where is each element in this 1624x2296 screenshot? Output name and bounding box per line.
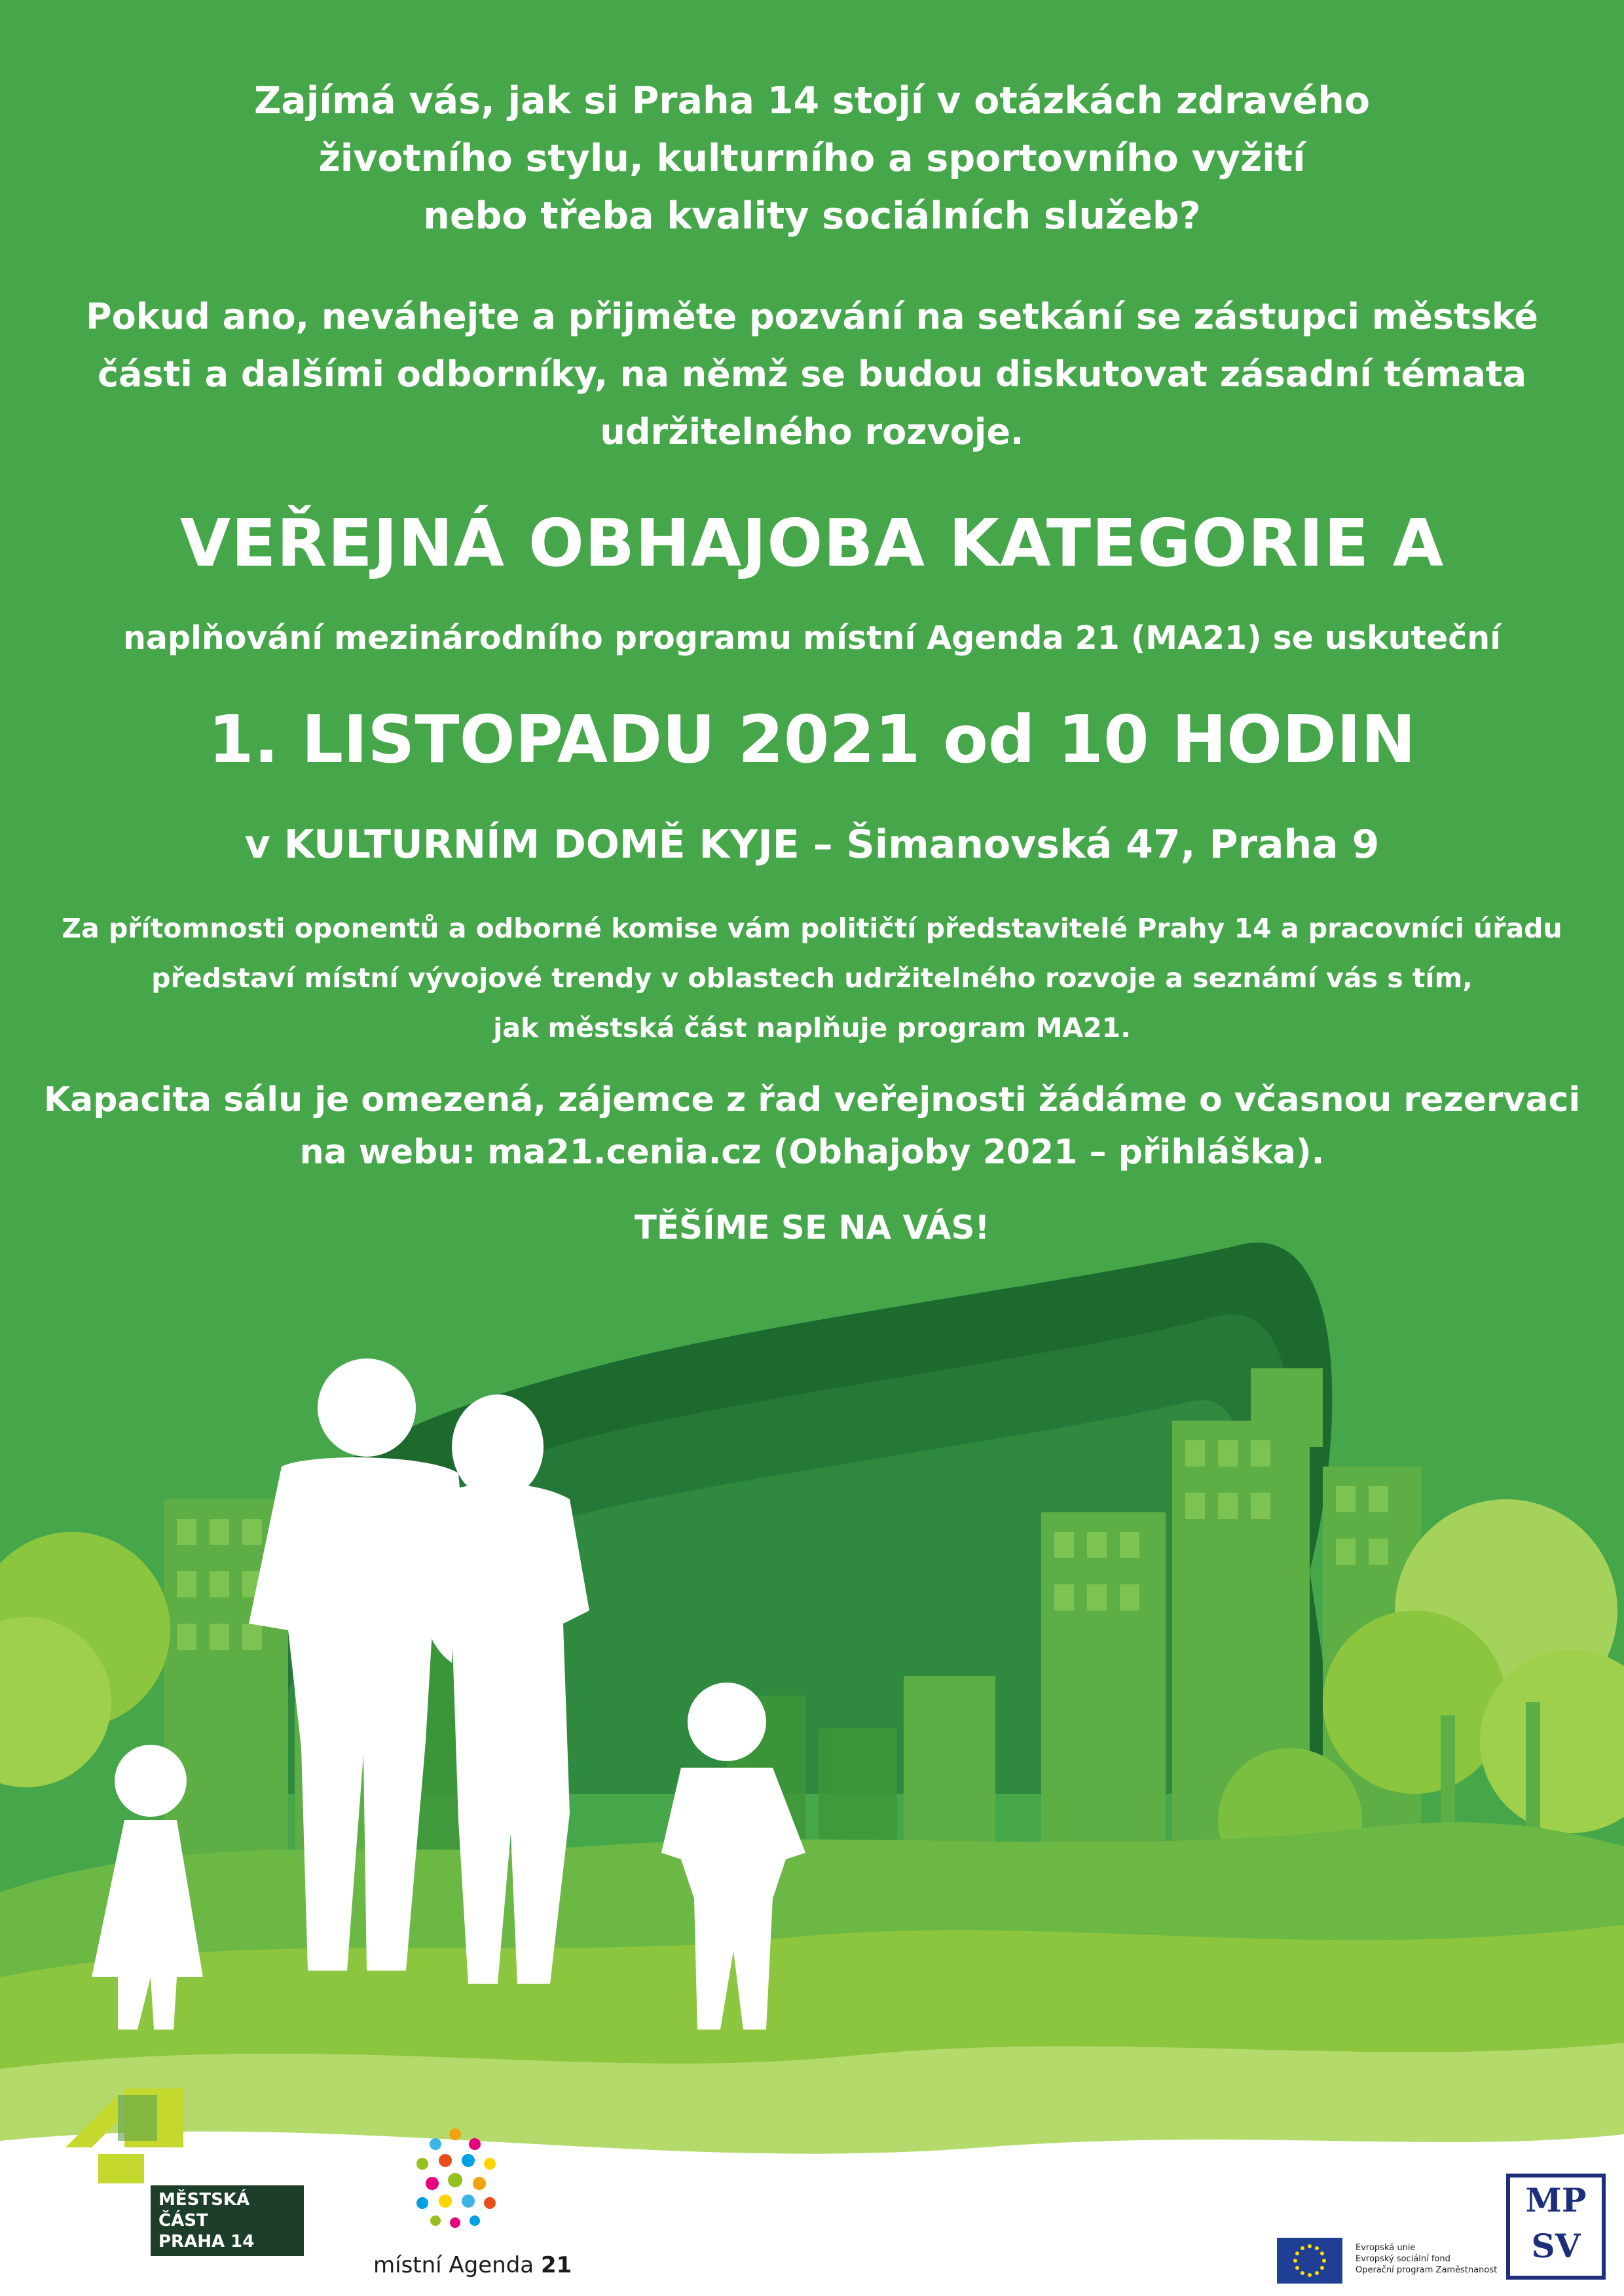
intro-line: životního stylu, kulturního a sportovního vyžití bbox=[318, 137, 1306, 180]
closing-text: TĚŠÍME SE NA VÁS! bbox=[634, 1209, 990, 1247]
praha14-logo-icon bbox=[59, 2082, 255, 2187]
praha14-line: PRAHA 14 bbox=[158, 2232, 255, 2251]
eu-flag-icon bbox=[1277, 2238, 1342, 2284]
ma21-text: místní Agenda bbox=[373, 2252, 534, 2278]
invitation-line: části a dalšími odborníky, na němž se budou diskutovat zásadní témata bbox=[97, 354, 1527, 395]
ma21-label bbox=[373, 2252, 572, 2278]
description-paragraph bbox=[0, 903, 1624, 1053]
invitation-line: udržitelného rozvoje. bbox=[600, 411, 1024, 452]
invitation-paragraph bbox=[0, 288, 1624, 461]
event-venue: v KULTURNÍM DOMĚ KYJE – Šimanovská 47, Praha 9 bbox=[244, 822, 1380, 867]
event-headline: VEŘEJNÁ OBHAJOBA KATEGORIE A bbox=[179, 505, 1445, 581]
mpsv-bottom: SV bbox=[1531, 2227, 1581, 2265]
event-date: 1. LISTOPADU 2021 od 10 HODIN bbox=[208, 701, 1416, 778]
mpsv-top: MP bbox=[1525, 2181, 1587, 2219]
capacity-line: Kapacita sálu je omezená, zájemce z řad veřejnosti žádáme o včasnou rezervaci bbox=[43, 1080, 1581, 1120]
intro-paragraph bbox=[0, 72, 1624, 245]
intro-line: Zajímá vás, jak si Praha 14 stojí v otázkách zdravého bbox=[253, 79, 1371, 122]
description-line: jak městská část naplňuje program MA21. bbox=[493, 1012, 1131, 1044]
eu-line: Evropský sociální fond bbox=[1356, 2254, 1450, 2264]
description-line: Za přítomnosti oponentů a odborné komise vám političtí představitelé Prahy 14 a pracovníci úřadu bbox=[62, 913, 1562, 944]
praha14-label bbox=[151, 2185, 304, 2256]
event-subheadline: naplňování mezinárodního programu místní Agenda 21 (MA21) se uskuteční bbox=[123, 619, 1501, 657]
capacity-paragraph bbox=[0, 1074, 1624, 1178]
ma21-dots-icon bbox=[406, 2121, 504, 2232]
eu-text bbox=[1356, 2242, 1497, 2276]
praha14-line: MĚSTSKÁ ČÁST bbox=[158, 2190, 250, 2231]
intro-line: nebo třeba kvality sociálních služeb? bbox=[423, 194, 1201, 238]
eu-line: Evropská unie bbox=[1356, 2243, 1416, 2253]
invitation-line: Pokud ano, neváhejte a přijměte pozvání na setkání se zástupci městské bbox=[86, 296, 1538, 337]
ma21-number: 21 bbox=[540, 2252, 572, 2278]
eu-line: Operační program Zaměstnanost bbox=[1356, 2265, 1498, 2275]
mpsv-logo bbox=[1506, 2174, 1606, 2280]
description-line: představí místní vývojové trendy v oblastech udržitelného rozvoje a seznámí vás s tím, bbox=[151, 962, 1473, 994]
capacity-line: na webu: ma21.cenia.cz (Obhajoby 2021 – přihláška). bbox=[299, 1133, 1325, 1172]
